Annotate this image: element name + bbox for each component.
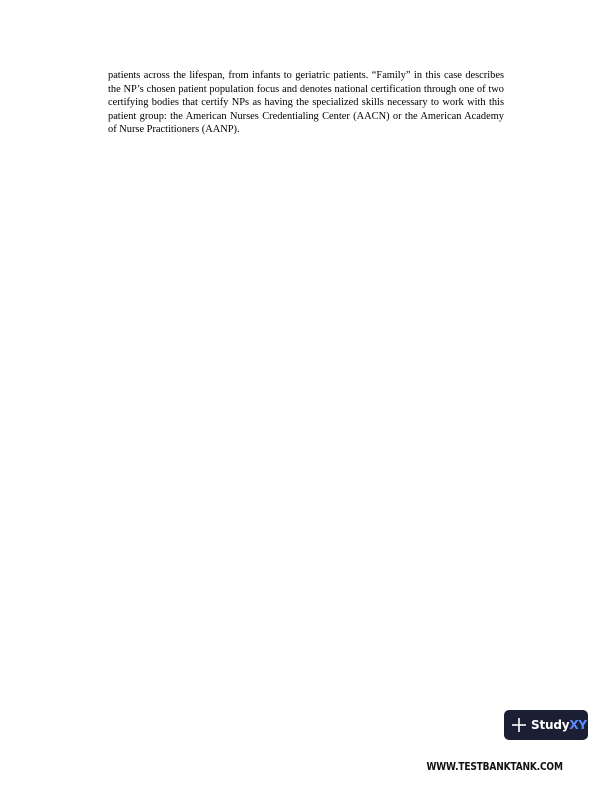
footer-website-url[interactable]: WWW.TESTBANKTANK.COM	[426, 761, 563, 773]
body-paragraph: patients across the lifespan, from infants to geriatric patients. “Family” in this case describes the NP’s chosen patient population focus and denotes national certification through one of two certifying bodies that certify NPs as having the specialized skills necessary to work with this patient group: the American Nurses Credentialing Center (AACN) or the American Academy of Nurse Practitioners (AANP).	[108, 70, 504, 136]
brand-part-1: Study	[531, 718, 570, 732]
plus-icon	[511, 717, 527, 733]
studyxy-logo-text	[531, 718, 587, 732]
brand-part-2: XY	[569, 718, 587, 732]
studyxy-badge[interactable]	[504, 710, 588, 740]
